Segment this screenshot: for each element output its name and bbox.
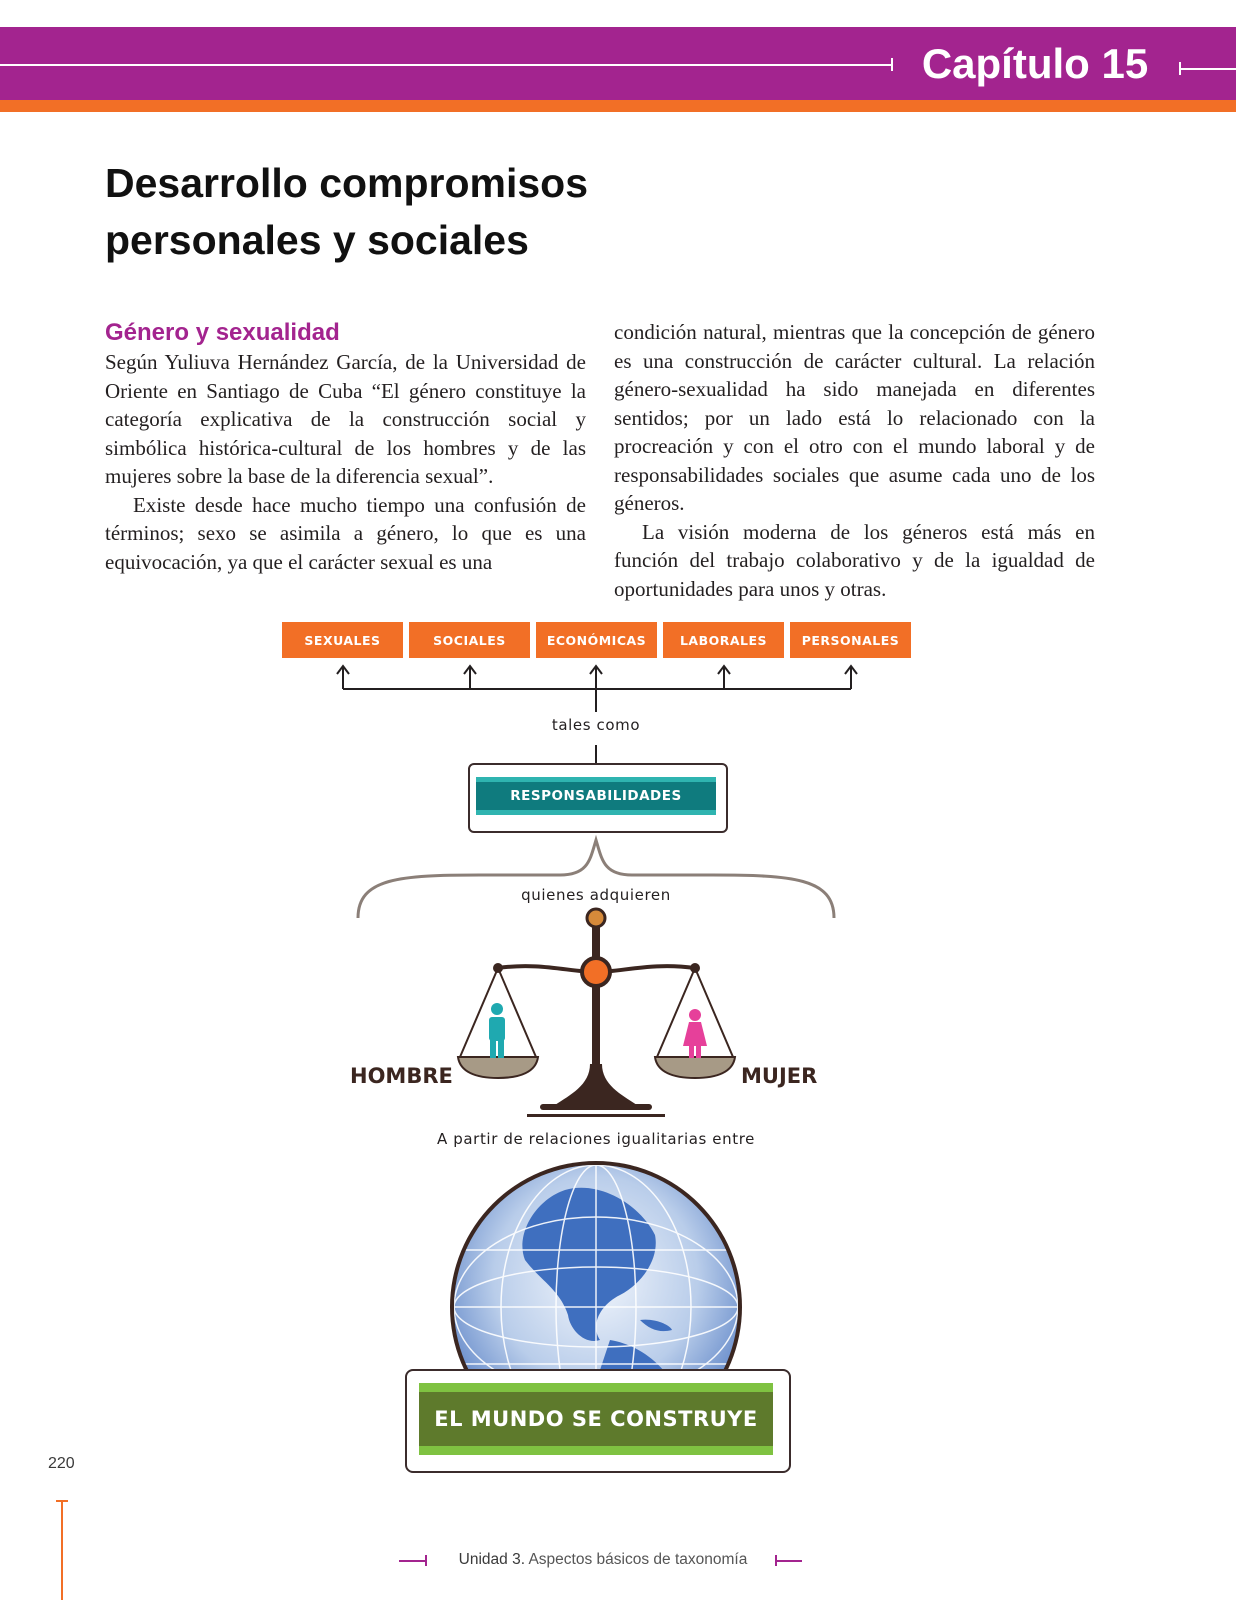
woman-icon [683, 1009, 707, 1058]
arrow-up-icon [845, 666, 857, 689]
footer-unit-label: Unidad 3. [458, 1551, 526, 1568]
woman-label: MUJER [741, 1064, 818, 1088]
arrow-up-icon [464, 666, 476, 689]
man-icon [489, 1003, 505, 1058]
category-sociales: SOCIALES [409, 622, 530, 658]
acquire-label: quienes adquieren [521, 886, 671, 904]
relations-label: A partir de relaciones igualitarias entre [437, 1130, 755, 1148]
category-sexuales: SEXUALES [282, 622, 403, 658]
paragraph: Según Yuliuva Hernández García, de la Universidad de Oriente en Santiago de Cuba “El género constituye la categoría explicativa de la construcción social y simbólica histórica-cultural de los hombres y de las mujeres sobre la base de la diferencia sexual”. [105, 350, 586, 488]
category-connectors [337, 666, 857, 763]
section-heading: Género y sexualidad [105, 319, 340, 346]
page-number: 220 [48, 1455, 75, 1472]
paragraph: Existe desde hace mucho tiempo una confusión de términos; sexo se asimila a género, lo que es una equivocación, ya que el carácter sexual es una [105, 492, 586, 574]
footer-unit-title: Aspectos básicos de taxonomía [528, 1551, 748, 1568]
chapter-label: Capítulo 15 [921, 40, 1149, 87]
paragraph: La visión moderna de los géneros está más en función del trabajo colaborativo y de la igualdad de oportunidades para unos y otras. [614, 519, 1095, 601]
category-economicas: ECONÓMICAS [536, 622, 657, 658]
side-rule-cap [56, 1500, 68, 1502]
responsibilities-label: RESPONSABILIDADES [476, 777, 716, 815]
arrow-up-icon [590, 666, 602, 689]
brace-shape [358, 840, 834, 918]
category-personales: PERSONALES [790, 622, 911, 658]
connector-label: tales como [551, 716, 641, 734]
page-title-line-2: personales y sociales [105, 217, 529, 263]
page-title-line-1: Desarrollo compromisos [105, 160, 589, 206]
paragraph: condición natural, mientras que la concepción de género es una construcción de carácter cultural. La relación género-sexualidad ha sido manejada en diferentes sentidos; por un lado está lo relacionado con la procreación y con el otro con el mundo laboral y de responsabilidades sociales que asume cada uno de los géneros. [614, 320, 1095, 515]
arrow-up-icon [337, 666, 349, 689]
footer-unit [398, 1551, 808, 1575]
arrow-up-icon [718, 666, 730, 689]
world-label: EL MUNDO SE CONSTRUYE [419, 1383, 773, 1455]
man-label: HOMBRE [350, 1064, 453, 1088]
side-rule [61, 1500, 63, 1600]
category-laborales: LABORALES [663, 622, 784, 658]
